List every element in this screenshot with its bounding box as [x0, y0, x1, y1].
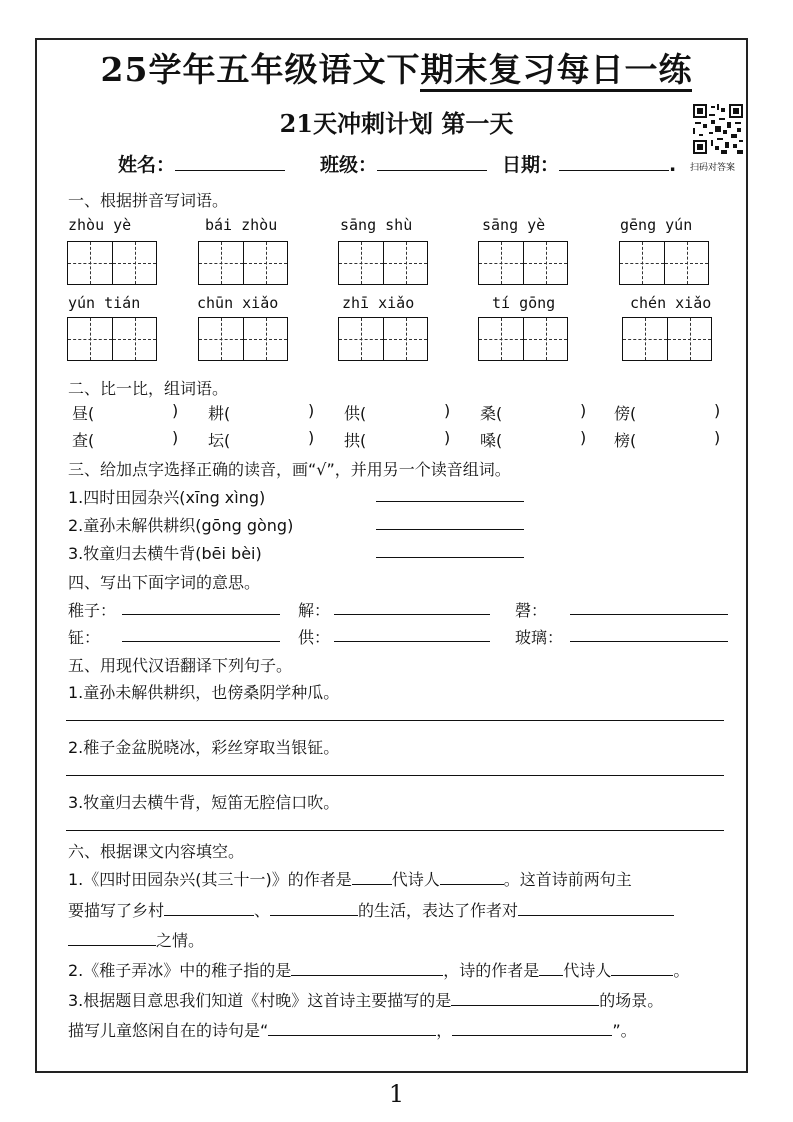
title-underlined: 期末复习每日一练	[420, 50, 692, 92]
compare-item: 坛(	[208, 431, 231, 450]
pinyin-label: yún tián	[68, 294, 141, 312]
title-plain: 25学年五年级语文下	[100, 50, 421, 89]
pinyin-label: sāng yè	[482, 216, 546, 234]
pinyin-label: chūn xiǎo	[197, 294, 279, 312]
section-3-heading: 三、给加点字选择正确的读音，画“√”，并用另一个读音组词。	[68, 460, 511, 479]
answer-line[interactable]	[334, 614, 490, 615]
writing-grid[interactable]	[622, 317, 712, 361]
fill-question: 要描写了乡村 、 的生活，表达了作者对	[68, 898, 674, 921]
pinyin-label: zhī xiǎo	[342, 294, 415, 312]
compare-item: 查(	[72, 431, 95, 450]
qr-label: 扫码对答案	[690, 163, 736, 173]
writing-grid[interactable]	[619, 241, 709, 285]
answer-line[interactable]	[570, 614, 728, 615]
answer-line[interactable]	[376, 557, 524, 558]
pronunciation-item: 2.童孙未解供耕织(gōng gòng)	[68, 516, 294, 535]
translate-sentence: 2.稚子金盆脱晓冰，彩丝穿取当银钲。	[68, 738, 340, 757]
pinyin-label: bái zhòu	[205, 216, 278, 234]
answer-line[interactable]	[122, 614, 280, 615]
answer-line[interactable]	[376, 529, 524, 530]
section-5-heading: 五、用现代汉语翻译下列句子。	[68, 656, 293, 675]
compare-close: )	[580, 428, 587, 447]
writing-grid[interactable]	[198, 317, 288, 361]
compare-item: 拱(	[344, 431, 367, 450]
word-meaning-label: 钲：	[68, 628, 101, 647]
page-number: 1	[388, 1080, 405, 1108]
answer-line[interactable]	[122, 641, 280, 642]
fill-question: 之情。	[68, 928, 204, 951]
section-4-heading: 四、写出下面字词的意思。	[68, 573, 261, 592]
section-1-heading: 一、根据拼音写词语。	[68, 191, 229, 210]
fill-question: 1.《四时田园杂兴(其三十一)》的作者是 代诗人 。这首诗前两句主	[68, 870, 632, 889]
compare-item: 桑(	[480, 404, 503, 423]
page-title	[0, 44, 793, 91]
pinyin-label: gēng yún	[620, 216, 693, 234]
answer-line[interactable]	[66, 775, 724, 776]
word-meaning-label: 解：	[298, 601, 331, 620]
date-field[interactable]: 日期： .	[502, 154, 677, 176]
answer-line[interactable]	[570, 641, 728, 642]
compare-item: 嗓(	[480, 431, 503, 450]
word-meaning-label: 磬：	[515, 601, 548, 620]
pronunciation-item: 1.四时田园杂兴(xīng xìng)	[68, 488, 266, 507]
fill-question: 3.根据题目意思我们知道《村晚》这首诗主要描写的是 的场景。	[68, 991, 664, 1010]
word-meaning-label: 稚子：	[68, 601, 117, 620]
compare-close: )	[444, 428, 451, 447]
compare-item: 供(	[344, 404, 367, 423]
name-field[interactable]: 姓名：	[118, 150, 285, 177]
writing-grid[interactable]	[338, 241, 428, 285]
answer-line[interactable]	[376, 501, 524, 502]
section-2-heading: 二、比一比，组词语。	[68, 379, 229, 398]
pronunciation-item: 3.牧童归去横牛背(bēi bèi)	[68, 544, 262, 563]
writing-grid[interactable]	[478, 317, 568, 361]
compare-item: 耕(	[208, 404, 231, 423]
compare-close: )	[714, 428, 721, 447]
compare-close: )	[714, 401, 721, 420]
compare-close: )	[172, 428, 179, 447]
answer-line[interactable]	[66, 830, 724, 831]
compare-close: )	[308, 428, 315, 447]
page-subtitle: 21天冲刺计划 第一天	[279, 109, 514, 138]
class-field[interactable]: 班级：	[320, 150, 487, 177]
compare-close: )	[580, 401, 587, 420]
answer-line[interactable]	[66, 720, 724, 721]
compare-close: )	[172, 401, 179, 420]
word-meaning-label: 供：	[298, 628, 331, 647]
pinyin-label: sāng shù	[340, 216, 413, 234]
answer-line[interactable]	[334, 641, 490, 642]
pinyin-label: zhòu yè	[68, 216, 132, 234]
fill-question: 2.《稚子弄冰》中的稚子指的是 ，诗的作者是 代诗人 。	[68, 961, 690, 980]
qr-code-icon	[693, 104, 743, 154]
pinyin-label: chén xiǎo	[630, 294, 712, 312]
compare-close: )	[444, 401, 451, 420]
writing-grid[interactable]	[67, 317, 157, 361]
compare-item: 傍(	[614, 404, 637, 423]
compare-close: )	[308, 401, 315, 420]
translate-sentence: 3.牧童归去横牛背，短笛无腔信口吹。	[68, 793, 340, 812]
writing-grid[interactable]	[478, 241, 568, 285]
word-meaning-label: 玻璃：	[515, 628, 564, 647]
section-6-heading: 六、根据课文内容填空。	[68, 842, 245, 861]
compare-item: 昼(	[72, 404, 95, 423]
fill-question: 描写儿童悠闲自在的诗句是“ ， ”。	[68, 1021, 637, 1040]
writing-grid[interactable]	[338, 317, 428, 361]
translate-sentence: 1.童孙未解供耕织，也傍桑阴学种瓜。	[68, 683, 340, 702]
pinyin-label: tí gōng	[492, 294, 556, 312]
writing-grid[interactable]	[198, 241, 288, 285]
writing-grid[interactable]	[67, 241, 157, 285]
compare-item: 榜(	[614, 431, 637, 450]
